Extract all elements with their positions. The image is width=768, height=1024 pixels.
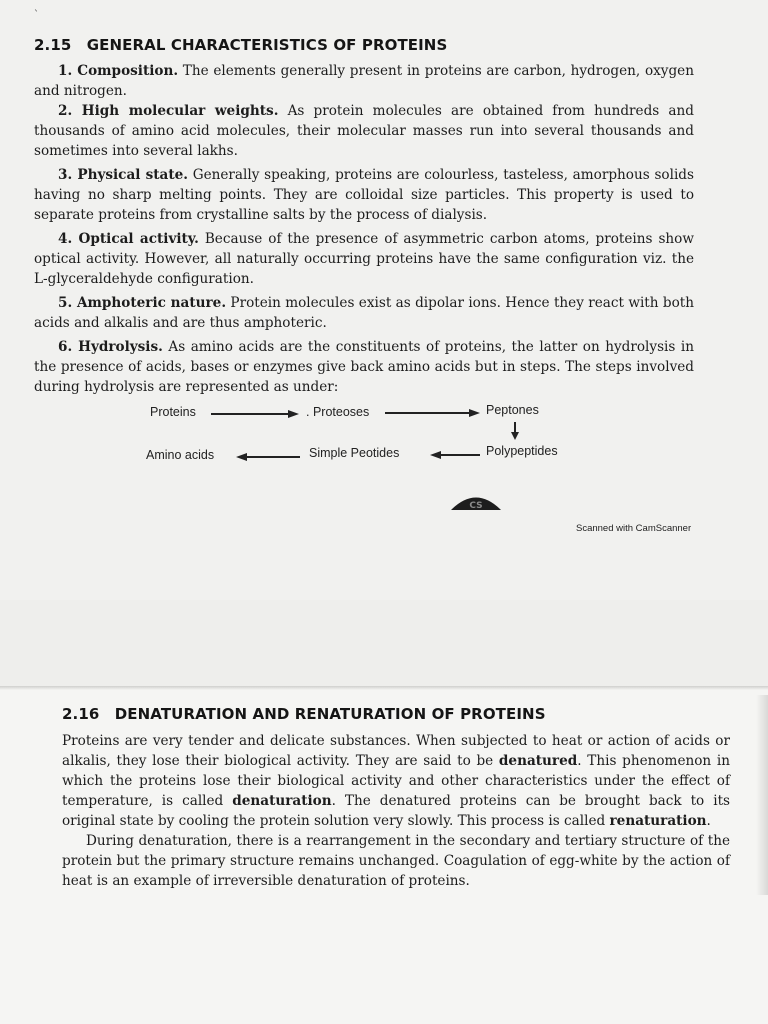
term-denatured: denatured xyxy=(498,753,578,769)
section-number: 2.16 xyxy=(62,705,100,723)
camscanner-logo-icon xyxy=(449,489,503,511)
section-title: GENERAL CHARACTERISTICS OF PROTEINS xyxy=(86,36,448,54)
section-heading-2-16 xyxy=(62,705,546,723)
paragraph-amphoteric xyxy=(34,293,694,333)
paragraph-text: Because of the presence of asymmetric carbon atoms, proteins show optical activity. However, all naturally occurring proteins have the same configuration viz. the L-glyceraldehyde configuration. xyxy=(34,231,694,287)
section-title: DENATURATION AND RENATURATION OF PROTEINS xyxy=(114,705,546,723)
flow-arrow xyxy=(211,413,289,415)
term-renaturation: renaturation xyxy=(609,813,707,829)
paragraph-label: 4. Optical activity. xyxy=(58,231,199,247)
section-number: 2.15 xyxy=(34,36,72,54)
logo-text: CS xyxy=(469,501,483,511)
paragraph-text: . The denatured proteins can be brought back to its original state by cooling the protein solution very slowly. This process is called xyxy=(62,793,731,829)
paragraph-physical-state xyxy=(34,165,694,225)
paragraph-text: The elements generally present in proteins are carbon, hydrogen, oxygen and nitrogen. xyxy=(34,63,694,99)
paragraph-molecular-weights xyxy=(34,101,694,161)
arrow-head-right-icon xyxy=(288,410,299,418)
paragraph-label: 2. High molecular weights. xyxy=(58,103,279,119)
stray-mark: ` xyxy=(34,10,39,21)
page-shadow xyxy=(756,695,768,895)
flow-node-polypeptides: Polypeptides xyxy=(486,444,558,458)
flow-node-peptones: Peptones xyxy=(486,403,539,417)
section-heading-2-15 xyxy=(34,36,447,54)
flow-node-amino-acids: Amino acids xyxy=(146,448,215,462)
paragraph-optical-activity xyxy=(34,229,694,289)
flow-node-simple-peptides: Simple Peotides xyxy=(309,446,400,460)
flow-arrow xyxy=(246,456,300,458)
flow-node-proteins: Proteins xyxy=(150,405,196,419)
paragraph-label: 1. Composition. xyxy=(58,63,179,79)
paragraph-text: Protein molecules exist as dipolar ions. Hence they react with both acids and alkalis and are thus amphoteric. xyxy=(34,295,694,331)
paragraph-label: 6. Hydrolysis. xyxy=(58,339,163,355)
scanner-caption: Scanned with CamScanner xyxy=(576,523,692,534)
paragraph-text: As amino acids are the constituents of proteins, the latter on hydrolysis in the presence of acids, bases or enzymes give back amino acids but in steps. The steps involved during hydrolysis are represented as under: xyxy=(34,339,695,395)
flow-node-proteoses: . Proteoses xyxy=(306,405,370,419)
paragraph-text: . This phenomenon in which the proteins lose their biological activity and other characteristics under the effect of temperature, is called xyxy=(62,753,730,809)
paragraph-composition xyxy=(34,61,694,101)
paragraph-text: As protein molecules are obtained from hundreds and thousands of amino acid molecules, their molecular masses run into several thousands and sometimes into several lakhs. xyxy=(34,103,694,159)
paragraph-hydrolysis xyxy=(34,337,694,397)
paragraph-label: 5. Amphoteric nature. xyxy=(58,295,227,311)
term-denaturation: denaturation xyxy=(232,793,332,809)
paragraph-text: Proteins are very tender and delicate substances. When subjected to heat or action of acids or alkalis, they lose their biological activity. They are said to be xyxy=(62,733,730,769)
arrow-head-down-icon xyxy=(511,432,519,440)
paragraph-denaturation-detail xyxy=(62,831,730,891)
paragraph-text: . xyxy=(706,813,711,829)
arrow-head-right-icon xyxy=(469,409,480,417)
paragraph-label: 3. Physical state. xyxy=(58,167,188,183)
flow-arrow xyxy=(385,412,471,414)
paragraph-denaturation-intro xyxy=(62,731,730,831)
paragraph-text: During denaturation, there is a rearrangement in the secondary and tertiary structure of the protein but the primary structure remains unchanged. Coagulation of egg-white by the action of heat is an example of irreversible denaturation of proteins. xyxy=(62,833,730,889)
paragraph-text: Generally speaking, proteins are colourless, tasteless, amorphous solids having no sharp melting points. They are colloidal size particles. This property is used to separate proteins from crystalline salts by the process of dialysis. xyxy=(34,167,694,223)
flow-arrow xyxy=(440,454,480,456)
